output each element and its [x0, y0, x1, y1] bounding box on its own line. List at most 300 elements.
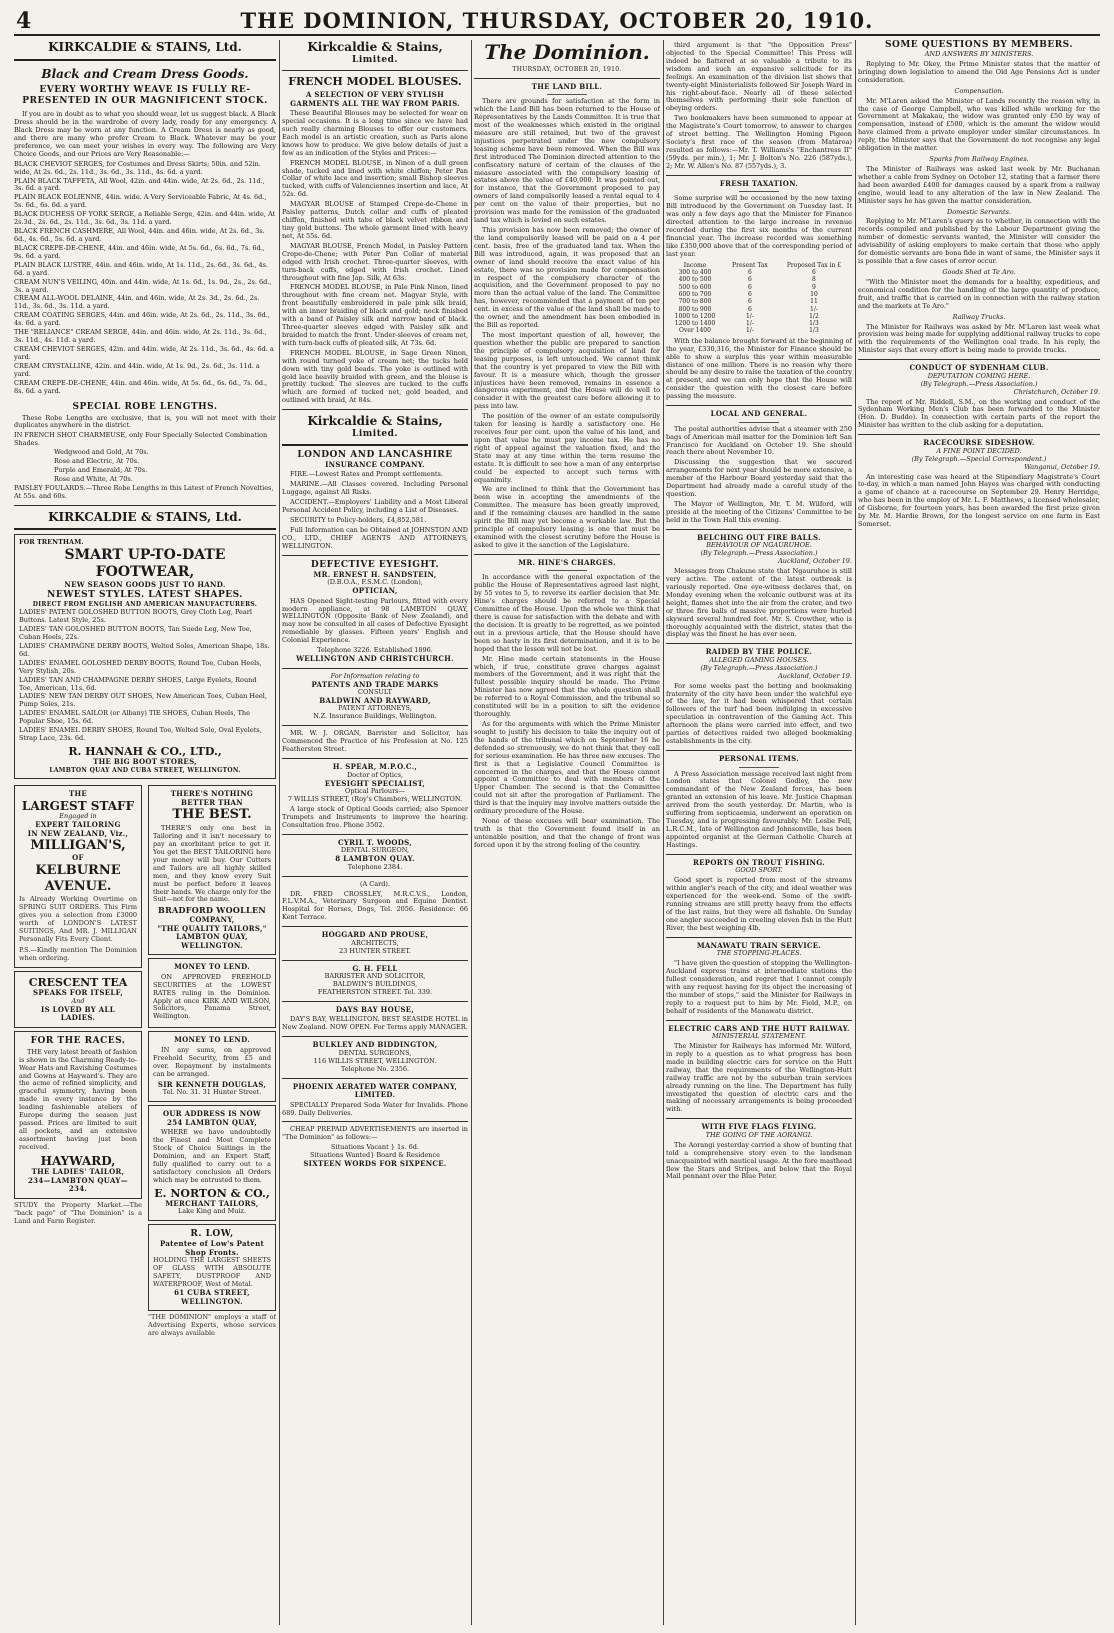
divider — [282, 758, 468, 759]
bulkley-tel: Telephone No. 2356. — [340, 1064, 410, 1073]
raided-heading: RAIDED BY THE POLICE. — [705, 647, 813, 657]
personal-paragraph: A Press Association message received last night from London states that Colonel Godley, the new commandant of the New Zealand forces, has been granted an extension of his leave. Mr. Justice Chapman arrived from the south yesterday. Dr. Martin, who is suffering from septicaemia, underwent an operation on Tuesday, and is progressing favourably. Mr. Leslie Fell, L.R.C.M., late of Wellington and Johnsonville, has been appointed organist at the German Catholic Church at Hastings. — [666, 769, 852, 849]
page-number: 4 — [16, 8, 32, 34]
table-cell: 1200 to 1400 — [674, 320, 716, 328]
table-row — [666, 291, 852, 298]
questions-paragraph: Replying to Mr. Okey, the Prime Minister states that the matter of bringing down legislation to amend the Old Age Pensions Act is under consideration. — [858, 59, 1100, 84]
table-cell: 6 — [748, 290, 752, 298]
milligan-expert: EXPERT TAILORING — [35, 820, 121, 830]
flags-paragraph: The Aorangi yesterday carried a show of bunting that told a comprehensive story even to the landsman unacquainted with nautical usage. At the fore masthead flew the Stars and Stripes, and below that the Royal Mail pennant over the Blue Peter. — [666, 1140, 852, 1181]
low-name: R. LOW, — [190, 1229, 234, 1240]
races-head: FOR THE RACES. — [30, 1035, 126, 1046]
low-address: 61 CUBA STREET, WELLINGTON. — [174, 1288, 250, 1306]
every-worthy-line: EVERY WORTHY WEAVE IS FULLY RE- — [39, 85, 251, 96]
flags-sub: THE GOING OF THE AORANGI. — [705, 1130, 813, 1139]
eyesight-body: HAS Opened Sight-testing Parlours, fitted with every modern appliance, at 98 LAMBTON QUAY, WELLINGTON (Opposite Bank of New Zealand), and may now be consulted in all cases of Defective Eyesight remediable by glasses. Fifteen years' English and Colonial Experience. — [282, 596, 468, 645]
fell-trade: BARRISTER AND SOLICITOR, — [324, 972, 426, 981]
column-rule — [279, 40, 280, 1625]
bulkley-addr: 116 WILLIS STREET, WELLINGTON. — [313, 1056, 437, 1065]
divider — [666, 750, 852, 751]
bradford-company2: COMPANY, — [189, 915, 235, 925]
fabric-item: PLAIN BLACK EOLIENNE, 44in. wide. A Very Serviceable Fabric, At 4s. 6d., 5s. 6d., 6s. 6d. a yard. — [14, 193, 267, 210]
divider — [474, 78, 660, 79]
hannah-item: LADIES' PATENT GOLOSHED BUTTON BOOTS, Grey Cloth Leg, Pearl Buttons. Latest Style, 25s. — [19, 608, 252, 625]
table-header: Income — [683, 261, 707, 269]
divider — [282, 1078, 468, 1079]
hine-heading: MR. HINE'S CHARGES. — [518, 557, 616, 567]
fell-name: G. H. FELL — [352, 963, 398, 973]
divider — [666, 405, 852, 406]
flags-heading: WITH FIVE FLAGS FLYING. — [701, 1122, 817, 1132]
cheap-head: CHEAP PREPAID ADVERTISEMENTS are inserted in "The Dominion" as follows:— — [282, 1125, 468, 1142]
divider — [666, 643, 852, 644]
dominion-footer-ad: "THE DOMINION" employs a staff of Advertising Experts, whose services are always available — [148, 1313, 276, 1337]
divider — [14, 59, 276, 61]
days-bay-body: DAY'S BAY, WELLINGTON. BEST SEASIDE HOTEL in New Zealand. NOW OPEN. For Terms apply MANAGER. — [282, 1015, 468, 1032]
col2-kirk: Kirkcaldie & Stains, — [307, 40, 443, 54]
divider — [282, 409, 468, 410]
spear-name: H. SPEAR, M.P.O.C., — [332, 762, 418, 772]
fresh-paragraph: With the balance brought forward at the beginning of the year, £330,316, the Minister for Finance should be able to show a surplus this year within measurable distance of one million. There is no reason why there should be any desire to raise the taxation of the country at present, and we can only hope that the House will consider the question with the closest care before passing the measure. — [666, 336, 852, 401]
norton-name: E. NORTON & CO., — [154, 1186, 270, 1200]
land-paragraph: This provision has now been removed; the owner of the land compulsorily leased will be paid on a 4 per cent. basis, free of the graduated land tax. When the Bill was introduced, again, it was proposed that an owner of land should receive the exact value of his estate, there was no provision made for compensation in respect of the compulsory character of the acquisition, and the Government proposed to pay no more than the actual value of the land. The Committee has, however, recommended that a payment of ten per cent. in excess of the value of the land shall be made to the owner, and the amendment has been embodied in the Bill as reported. — [474, 225, 660, 330]
races-address: 234—LAMBTON QUAY—234. — [28, 1175, 128, 1194]
column-5 — [858, 40, 1100, 1625]
table-cell: 1/- — [745, 320, 754, 328]
small-ads-left — [14, 782, 142, 1338]
fabric-item: BLACK CREPE-DE-CHENE, 44in. and 46in. wide, At 5s. 6d., 6s. 6d., 7s. 6d., 9s. 6d. a yard. — [14, 243, 265, 260]
races-ad — [14, 1031, 142, 1199]
divider — [739, 767, 779, 768]
races-body: THE very latest breath of fashion is shown in the Charming Ready-to-Wear Hats and Ravishing Costumes and Gowns at Hayward's. They are the acme of refined simplicity, and graceful symmetry, having been made in every instance by the leading fashionable ateliers of Europe during the season just passed. Prices are limited to suit all pockets, and an extensive assortment having just been received. — [19, 1047, 137, 1151]
low-patent: Patentee of Low's Patent Shop Fronts. — [159, 1239, 265, 1257]
woods-line: 8 LAMBTON QUAY. — [335, 854, 415, 864]
table-cell: 1/3 — [809, 320, 819, 328]
organ-ad: MR. W. J. ORGAN, Barrister and Solicitor, has Commenced the Practice of his Profession at No. 125 Featherston Street. — [282, 729, 468, 754]
divider — [666, 937, 852, 938]
table-cell: 500 to 600 — [678, 283, 712, 291]
milligan-ad — [14, 785, 142, 968]
hannah-item: LADIES' NEW TAN DERBY OUT SHOES, New American Toes, Cuban Heel, Pump Soles, 21s. — [19, 692, 267, 709]
patents-consult: CONSULT — [357, 688, 393, 697]
trout-heading: REPORTS ON TROUT FISHING. — [693, 857, 825, 867]
small-ads-right — [148, 782, 276, 1338]
compensation-paragraph: Mr. M'Laren asked the Minister of Lands recently the reason why, in the case of George Campbell, who was killed while working for the Government at Makakau, the widow was granted only £50 by way of compensation, instead of £500, which is the amount the widow would have claimed from a private employer under similar circumstances. In reply, the Minister says that the Government do not recognise any legal obligation in the matter. — [858, 96, 1100, 153]
bulkley-trade: DENTAL SURGEONS, — [338, 1048, 412, 1057]
table-row — [666, 276, 852, 283]
hutt-heading: ELECTRIC CARS AND THE HUTT RAILWAY. — [668, 1023, 850, 1033]
insurance-head: LONDON AND LANCASHIRE — [297, 449, 453, 460]
fabric-item: CREAM NUN'S VEILING, 40in. and 44in. wide, At 1s. 6d., 1s. 9d., 2s., 2s. 6d., 3s. a yard. — [14, 277, 272, 294]
money-ad-1 — [148, 958, 276, 1028]
low-body: HOLDING THE LARGEST SHEETS OF GLASS WITH ABSOLUTE SAFETY, DUSTPROOF AND WATERPROOF, West of Metal. — [153, 1256, 271, 1289]
patents-head: PATENTS AND TRADE MARKS — [311, 679, 439, 689]
bradford-theres: THERE'S NOTHING BETTER THAN — [170, 789, 254, 807]
bradford-the-best: THE BEST. — [172, 807, 252, 823]
bradford-company: BRADFORD WOOLLEN — [158, 905, 266, 916]
table-cell: 1/2 — [809, 312, 819, 320]
local-heading: LOCAL AND GENERAL. — [710, 409, 808, 419]
milligan-body: Is Already Working Overtime on SPRING SUIT ORDERS. This Firm gives you a selection from £3000 worth of LONDON'S LATEST SUITINGS, And MR. J. MILLIGAN Personally Fits Every Client. — [19, 895, 137, 944]
column-3 — [474, 40, 660, 1625]
divider — [666, 854, 852, 855]
land-bill-heading: THE LAND BILL. — [531, 81, 603, 91]
table-row — [666, 284, 852, 291]
fresh-heading: FRESH TAXATION. — [719, 178, 799, 188]
divider — [14, 505, 276, 506]
insurance-line: FIRE.—Lowest Rates and Prompt settlements. — [290, 470, 443, 479]
blouse-item: FRENCH MODEL BLOUSE, in Pale Pink Ninon, lined throughout with fine cream net. Magyar Style, with front beautifully embroidered in pale pink silk braid, with an inner braiding of black and gold; neck finished with a band of Paisley silk and narrow band of black. Three-quarter sleeves edged with Paisley silk and braided to match the front. Under-sleeves of cream net, with turn-back cuffs of pleated silk, At 73s. 6d. — [282, 283, 468, 347]
bradford-quality: "THE QUALITY TAILORS," — [157, 923, 267, 933]
divider — [666, 529, 852, 530]
manawatu-heading: MANAWATU TRAIN SERVICE. — [696, 940, 822, 950]
fabric-item: CREAM CHEVIOT SERGES, 42in. and 44in. wide, At 2s. 11d., 3s. 6d., 4s. 6d. a yard. — [14, 345, 274, 361]
table-cell: 6 — [748, 283, 752, 291]
fire-balls-place: Auckland, October 19. — [778, 557, 852, 566]
column-4 — [666, 40, 852, 1625]
crescent-ad — [14, 971, 142, 1028]
sydenham-place: Christchurch, October 19. — [1013, 387, 1100, 396]
divider — [282, 960, 468, 961]
table-header: Proposed Tax in £ — [786, 261, 842, 269]
hannah-item: LADIES' TAN AND CHAMPAGNE DERBY SHOES, Large Eyelets, Round Toe, American, 11s. 6d. — [19, 675, 257, 692]
fabric-list — [14, 161, 276, 396]
land-paragraph: The most important question of all, however, the question whether the public are prepared to sanction the principle of compulsory acquisition of land for leasing purposes, is left untouched. We cannot think that the country is yet prepared to view the Bill with favour. It is a measure which, though the grosser injustices have been removed, remains in essence a dangerous experiment, and the House will do well to consider it with the greatest care before allowing it to pass into law. — [474, 330, 660, 411]
table-row — [666, 306, 852, 313]
racecourse-place: Wanganui, October 19. — [1024, 462, 1100, 471]
eyesight-head: DEFECTIVE EYESIGHT. — [310, 559, 440, 570]
robe-heading: SPECIAL ROBE LENGTHS. — [72, 401, 218, 412]
table-cell: 1/- — [745, 312, 754, 320]
divider — [474, 554, 660, 555]
crossley-card: (A Card). — [359, 879, 390, 888]
trout-sub: GOOD SPORT. — [735, 866, 783, 875]
hoggard-name: HOGGARD AND PROUSE, — [321, 930, 429, 940]
hine-continued: third argument is that "the Opposition Press" objected to the Special Committee! This Press will indeed be flattered at so valuable a tribute to its wisdom and such an expansive solicitude for its feelings. An examination of the division list shows that twenty-eight Ministerialists followed Sir Joseph Ward in his right-about-face. Nearly all of these selected themselves with performing their sole function of obeying orders. — [666, 41, 852, 113]
hannah-item: LADIES' ENAMEL DERBY SHOES, Round Toe, Welted Sole, Oval Eyelets, Strap Lace, 23s. 6d. — [19, 726, 262, 743]
col2-limited-2: Limited. — [352, 428, 398, 439]
local-paragraph: The postal authorities advise that a steamer with 250 bags of American mail matter for the Dominion left San Francisco for Auckland on October 19. She should reach there about November 10. — [666, 424, 852, 457]
divider — [282, 1001, 468, 1002]
col2-limited: Limited. — [352, 54, 398, 65]
money1-head: MONEY TO LEND. — [174, 962, 250, 972]
trout-paragraph: Good sport is reported from most of the streams within angler's reach of the city, and ideal weather was experienced for the week-end. Some of the swift-running streams are still pretty heavy from the effects of the last rains, but they were all fishable. On Sunday one angler succeeded in creeling eleven fish in the Hutt River, the best weighing 4lb. — [666, 876, 852, 932]
spear-line: Optical Parlours— — [344, 787, 406, 796]
milligan-of: OF — [72, 853, 84, 863]
table-cell: 400 to 500 — [678, 276, 712, 284]
robe-item: Wedgwood and Gold, At 70s. — [54, 448, 149, 457]
fell-line: BALDWIN'S BUILDINGS, — [332, 980, 418, 989]
fabric-item: BLACK CHEVIOT SERGES, for Costumes and Dress Skirts; 50in. and 52in. wide, At 2s. 6d., 2s. 11d., 3s. 6d., 3s. 11d., 4s. 6d. a yard. — [14, 159, 261, 176]
robe-item: PAISLEY FOULARDS.—Three Robe Lengths in this Latest of French Novelties, At 55s. and 60s. — [14, 483, 274, 500]
eyesight-city: WELLINGTON AND CHRISTCHURCH. — [296, 654, 454, 664]
hoggard-addr: 23 HUNTER STREET. — [339, 946, 411, 955]
table-cell: 800 to 900 — [678, 305, 712, 313]
table-cell: 11 — [810, 298, 818, 306]
hannah-newest: NEWEST STYLES. LATEST SHAPES. — [47, 589, 243, 600]
robe-item: Purple and Emerald, At 70s. — [54, 466, 148, 475]
money-ad-2 — [148, 1031, 276, 1102]
hannah-item: LADIES' ENAMEL GOLOSHED DERBY BOOTS, Round Toe, Cuban Heels, Very Stylish, 20s. — [19, 658, 262, 675]
editorial-date: THURSDAY, OCTOBER 20, 1910. — [512, 66, 622, 74]
divider — [14, 528, 276, 530]
table-row — [666, 269, 852, 276]
eyesight-name: MR. ERNEST H. SANDSTEIN, — [313, 569, 437, 579]
trucks-heading: Railway Trucks. — [952, 312, 1006, 321]
phoenix-head: PHOENIX AERATED WATER COMPANY, LIMITED. — [292, 1081, 458, 1100]
intro-text: If you are in doubt as to what you should wear, let us suggest black. A Black Dress should be in the wardrobe of every lady, ready for any emergency. A Black Dress may be worn at any function. A Cream Dress is nearly as good, and there are many who prefer Cream to Black. Whatever may be your preference, we can meet your wishes in every way. The following are Very Choice Goods, and our Prices are Very Reasonable:— — [14, 110, 276, 158]
table-cell: 6 — [748, 276, 752, 284]
fresh-paragraph: Some surprise will be occasioned by the new taxing Bill introduced by the Government on Tuesday last. It was only a few days ago that the Minister for Finance directed attention to the large increase in revenue recorded during the first six months of the current financial year. The increase recorded was something like £350,000 above that of the corresponding period of last year. — [666, 194, 852, 258]
patents-addr: N.Z. Insurance Buildings, Wellington. — [313, 712, 437, 721]
divider — [282, 1121, 468, 1122]
divider — [666, 1020, 852, 1021]
money2-body: IN any sums, on approved Freehold Security, from £5 and over. Repayment by instalments can be arranged. — [153, 1045, 271, 1078]
table-row — [666, 298, 852, 305]
fabric-item: BLACK FRENCH CASHMERE, All Wool, 44in. and 46in. wide, At 2s. 6d., 3s. 6d., 4s. 6d., 5s. 6d. a yard. — [14, 227, 265, 244]
fabric-item: CREAM CRYSTALLINE, 42in. and 44in. wide, At 1s. 9d., 2s. 6d., 3s. 11d. a yard. — [14, 361, 260, 378]
crescent-line: SPEAKS FOR ITSELF, — [33, 988, 123, 998]
table-cell: 300 to 400 — [678, 268, 712, 276]
newspaper-title: THE DOMINION, THURSDAY, OCTOBER 20, 1910. — [240, 8, 874, 33]
hannah-item: LADIES' CHAMPAGNE DERBY BOOTS, Welted Soles, American Shape, 18s. 6d. — [19, 641, 270, 658]
milligan-kelburne: KELBURNE — [35, 862, 121, 878]
fabric-item: CREAM ALL-WOOL DELAINE, 44in. and 46in. wide, At 2s. 3d., 2s. 6d., 2s. 11d., 3s. 6d., 3s. 11d. a yard. — [14, 294, 260, 311]
robe-item: IN FRENCH SHOT CHARMEUSE, only Four Specially Selected Combination Shades. — [14, 431, 268, 448]
fabric-item: CREAM CREPE-DE-CHENE, 44in. and 46in. wide, At 5s. 6d., 6s. 6d., 7s. 6d., 8s. 6d. a yard. — [14, 378, 268, 395]
hannah-new-season: NEW SEASON GOODS JUST TO HAND. — [64, 580, 226, 590]
divider — [739, 422, 779, 423]
races-name: HAYWARD, — [40, 1153, 116, 1168]
money2-tel: Tel. No. 31. 31 Hunter Street. — [162, 1088, 262, 1097]
goods-paragraph: "With the Minister meet the demands for a healthy, expeditious, and economical condition for the handling of the large quantity of produce, fruit, and traffic that is carried on in connection with the railway station and the markets at Te Aro." — [858, 277, 1100, 310]
table-row — [666, 320, 852, 327]
robe-item: Rose and Electric, At 70s. — [54, 457, 140, 466]
questions-sub: AND ANSWERS BY MINISTERS. — [924, 49, 1034, 58]
hine-paragraph: In accordance with the general expectation of the public the House of Representatives agreed last night, by 55 votes to 5, to reverse its earlier decision that Mr. Hine's charges should be referred to a Special Committee of the House. Upon the whole we think that there is cause for satisfaction with the debate and with the decision. It is greatly to be regretted, as we pointed out in a previous article, that the House should have been so hasty in its first determination, and it is to be hoped that the lesson will not be lost. — [474, 573, 660, 653]
column-2 — [282, 40, 468, 1625]
table-cell: 6 — [748, 305, 752, 313]
fabric-item: CREAM COATING SERGES, 44in. and 46in. wide, At 2s. 6d., 2s. 11d., 3s. 6d., 4s. 6d. a yard. — [14, 311, 270, 328]
hannah-footwear: FOOTWEAR, — [95, 564, 195, 581]
table-row — [666, 262, 852, 269]
divider — [282, 926, 468, 927]
column-rule — [855, 40, 856, 1625]
raided-paragraph: For some weeks past the betting and bookmaking fraternity of the city have been under the watchful eye of the law, for it had been whispered that certain followers of the turf had been indulging in excessive speculation in contravention of the Gaming Act. This afternoon the plans were carried into effect, and two parties of detectives raided two alleged bookmaking establishments in the city. — [666, 681, 852, 746]
norton-street: Lake King and Muiz. — [177, 1207, 247, 1216]
cheap-line: Situations Wanted} Board & Residence — [310, 1151, 440, 1160]
sydenham-heading: CONDUCT OF SYDENHAM CLUB. — [909, 363, 1049, 373]
cheap-line: SIXTEEN WORDS FOR SIXPENCE. — [303, 1159, 447, 1169]
spear-line: 7 WILLIS STREET, (Roy's Chambers, WELLINGTON. — [287, 795, 463, 803]
norton-ad — [148, 1105, 276, 1221]
divider — [858, 359, 1100, 360]
divider — [282, 1036, 468, 1037]
table-cell: 700 to 800 — [678, 298, 712, 306]
table-cell: Over 1400 — [679, 327, 711, 335]
phoenix-body: SPECIALLY Prepared Soda Water for Invalids. Phone 689. Daily Deliveries. — [282, 1100, 468, 1117]
questions-heading: SOME QUESTIONS BY MEMBERS. — [885, 40, 1073, 50]
sydenham-sub: DEPUTATION COMING HERE. — [927, 371, 1031, 380]
table-cell: 1/- — [745, 327, 754, 335]
eyesight-quals: (D.B.O.A., F.S.M.C. (London), — [327, 578, 423, 587]
study-ad: STUDY the Property Market.—The "back page" of "The Dominion" is a Land and Farm Register. — [14, 1200, 142, 1225]
insurance-line: SECURITY to Policy-holders, £4,852,581. — [290, 515, 427, 524]
fabric-item: THE "RELIANCE" CREAM SERGE, 44in. and 46in. wide, At 2s. 11d., 3s. 6d., 3s. 11d., 4s. 11d. a yard. — [14, 328, 267, 345]
milligan-ps: P.S.—Kindly mention The Dominion when ordering. — [19, 946, 137, 962]
sydenham-tag: (By Telegraph.—Press Association.) — [920, 379, 1038, 388]
cheap-line: Situations Vacant } 1s. 6d. — [331, 1143, 419, 1152]
table-cell: 1/3 — [809, 327, 819, 335]
table-header: Present Tax — [732, 261, 768, 269]
milligan-in-nz: IN NEW ZEALAND, Viz., — [27, 828, 129, 838]
bulkley-name: BULKLEY AND BIDDINGTON, — [312, 1040, 438, 1050]
blouse-item: MAGYAR BLOUSE, French Model, in Paisley Pattern Crepe-de-Chene; with Peter Pan Collar of material edged with Irish crochet. Three-quarter sleeves, with turn-back cuffs, edged with Irish crochet. Lined throughout with fine Jap. Silk, At 63s. — [282, 241, 468, 282]
divider — [739, 191, 779, 192]
spear-line: Doctor of Optics, — [346, 770, 404, 779]
norton-address-head: OUR ADDRESS IS NOW — [162, 1108, 262, 1118]
domestic-paragraph: Replying to Mr. M'Laren's query as to whether, in connection with the records compiled and published by the Labour Department giving the number of domestic servants wanted, the Minister will consider the advisability of asking employers to make certain that those who apply for domestic servants are bona fide in want of same, the Minister says it is possible that a few cases of error occur. — [858, 217, 1100, 266]
raided-place: Auckland, October 19. — [778, 671, 852, 680]
robe-intro: These Robe Lengths are exclusive, that is, you will not meet with their duplicates anywhere in the district. — [14, 413, 276, 430]
norton-body: WHERE we have undoubtedly the Finest and Most Complete Stock of Choice Suitings in the Dominion, and an Expert Staff, fully qualified to carry out to a satisfactory conclusion all Orders which may be entrusted to them. — [153, 1128, 271, 1184]
land-paragraph: The position of the owner of an estate compulsorily taken for leasing is hardly a satisfactory one. He receives four per cent. upon the value of his land, and upon that value he must pay income tax. He has no right of appeal against the valuation fixed, and the State may at any time within the term resume the estate. It is difficult to see how a man of any enterprise could be expected to accept such terms with equanimity. — [474, 412, 660, 484]
insurance-line: MARINE.—All Classes covered. Including Personal Luggage, against All Risks. — [282, 480, 468, 497]
insurance-line: ACCIDENT.—Employers' Liability and a Most Liberal Personal Accident Policy, including a List of Diseases. — [282, 498, 468, 515]
manawatu-sub: THE STOPPING-PLACES. — [716, 949, 802, 958]
hannah-direct: DIRECT FROM ENGLISH AND AMERICAN MANUFACTURERS. — [32, 600, 258, 608]
table-cell: 1000 to 1200 — [674, 312, 716, 320]
milligan-name: MILLIGAN'S, — [30, 838, 126, 854]
hannah-company: R. HANNAH & CO., LTD., — [68, 744, 222, 758]
hannah-item: LADIES' ENAMEL SAILOR (or Albany) TIE SHOES, Cuban Heels, The Popular Shoe, 15s. 6d. — [19, 709, 250, 726]
crescent-line: And — [71, 996, 85, 1005]
divider — [547, 570, 587, 571]
table-cell: 8 — [812, 276, 816, 284]
blouses-intro: These Beautiful Blouses may be selected for wear on special occasions. It is a long time since we have had such really charming Blouses to offer our customers. Each model is an artistic creation, such as Paris alone knows how to produce. We give below details of just a few as an indication of the Styles and Prices:— — [282, 109, 468, 157]
small-ads-row — [14, 782, 276, 1338]
trucks-paragraph: The Minister for Railways was asked by Mr. M'Laren last week what provision was being made for supplying additional railway trucks to cope with the requirements of the Wellington coal trade. In his reply, the Minister says that every effort is being made to provide trucks. — [858, 322, 1100, 355]
hoggard-trade: ARCHITECTS, — [351, 938, 399, 947]
represented-line: PRESENTED IN OUR MAGNIFICENT STOCK. — [22, 96, 268, 107]
patents-sub: PATENT ATTORNEYS, — [338, 704, 412, 713]
patents-firm: BALDWIN AND RAYWARD, — [319, 695, 431, 705]
domestic-heading: Domestic Servants. — [946, 207, 1012, 216]
crossley-body: DR. FRED CROSSLEY, M.R.C.V.S., London, F.L.V.M.A., Veterinary Surgeon and Equine Dentist. Hospital for Horses, Dogs, Tel. 2056. Residence: 66 Kent Terrace. — [282, 889, 468, 922]
bradford-body: THERE'S only one best in Tailoring and it isn't necessary to pay an exorbitant price to get it. You get the BEST TAILORING here your money will buy. Our Cutters and Tailors are all highly skilled men, and they know every Suit must be perfect before it leaves their hands. We charge only for the Suit—not for the name. — [153, 824, 271, 904]
divider — [666, 175, 852, 176]
racecourse-heading: RACECOURSE SIDESHOW. — [923, 438, 1035, 448]
spear-line: A large stock of Optical Goods carried; also Spencer Trumpets and Instruments to improve the hearing. Consultation free. Phone 3502. — [282, 804, 468, 829]
table-cell: 1/- — [810, 305, 818, 313]
woods-line: DENTAL SURGEON, — [340, 846, 410, 855]
eyesight-tel: Telephone 3226. Established 1896. — [317, 646, 433, 655]
insurance-sub: INSURANCE COMPANY. — [325, 459, 425, 469]
fabric-item: PLAIN BLACK TAFFETA, All Wool, 42in. and 44in. wide, At 2s. 6d., 2s. 11d., 3s. 6d. a yard. — [14, 176, 265, 193]
money2-name: SIR KENNETH DOUGLAS, — [157, 1079, 267, 1089]
hannah-smart: SMART UP-TO-DATE — [64, 547, 226, 564]
divider — [282, 444, 468, 446]
blouse-item: FRENCH MODEL BLOUSE, in Sage Green Ninon, with round turned yoke of cream net; the tucks held down with tiny gold beads. The yoke is outlined with gold lace heavily braided with green, and the blouse is prettily tucked. The sleeves are tucked to the cuffs which are formed of tucked net, gold beaded, and outlined with braid, At 84s. — [282, 348, 468, 405]
sparks-heading: Sparks from Railway Engines. — [929, 155, 1029, 164]
land-paragraph: We are inclined to think that the Government has been wise in accepting the amendments of the Committee. The measure has been greatly improved, and if the remaining clauses are handled in the same spirit the Bill may yet become a workable law. But the principle of compulsory leasing is one that must be examined with the closest scrutiny before the House is asked to give it the sanction of the Legislature. — [474, 485, 660, 549]
table-cell: 6 — [812, 268, 816, 276]
pigeon-item: Two bookmakers have been summoned to appear at the Magistrate's Court tomorrow, to answer to charges of street betting. The Wellington Homing Pigeon Society's first race of the season (from Mataroa) resulted as follows:—Mr. T. Williams's "Enchantress II" (59yds. per min.), 1; Mr. J. Bolton's No. 226 (587yds.), 2; Mr. W. Allen's No. 87 (557yds.), 3. — [666, 114, 852, 170]
milligan-engaged: Engaged in — [59, 812, 97, 821]
milligan-the: THE — [68, 789, 88, 799]
divider — [282, 555, 468, 556]
divider — [282, 725, 468, 726]
black-cream-heading: Black and Cream Dress Goods. — [41, 66, 249, 81]
crescent-line: LADIES. — [60, 1013, 96, 1023]
hannah-ad — [14, 534, 276, 779]
column-rule — [663, 40, 664, 1625]
table-cell: 10 — [810, 290, 818, 298]
table-cell: 600 to 700 — [678, 290, 712, 298]
norton-address: 254 LAMBTON QUAY, — [167, 1117, 257, 1127]
fire-balls-tag: (By Telegraph.—Press Association.) — [700, 549, 818, 558]
milligan-avenue: AVENUE. — [44, 878, 112, 894]
days-bay-name: DAYS BAY HOUSE, — [335, 1004, 415, 1014]
table-row — [666, 313, 852, 320]
column-rule — [471, 40, 472, 1625]
fell-line: FEATHERSTON STREET. Tel. 339. — [317, 987, 433, 996]
crescent-head: CRESCENT TEA — [28, 975, 128, 989]
hine-paragraph: None of these excuses will bear examination. The truth is that the Government found itself in an untenable position, and that the change of front was forced upon it by the strong feeling of the country. — [474, 817, 660, 849]
table-cell: 9 — [812, 283, 816, 291]
personal-heading: PERSONAL ITEMS. — [718, 754, 800, 764]
sparks-paragraph: The Minister of Railways was asked last week by Mr. Buchanan whether a cable from Sydney on October 12, stating that a farmer there had been awarded £400 for damages caused by a spark from a railway engine, would lead to any alteration of the law in New Zealand. The Minister says he has given the matter consideration. — [858, 164, 1100, 205]
blouses-selection: A SELECTION OF VERY STYLISH GARMENTS ALL THE WAY FROM PARIS. — [290, 90, 460, 108]
table-cell: 6 — [748, 298, 752, 306]
divider — [858, 434, 1100, 435]
fire-balls-heading: BELCHING OUT FIRE BALLS. — [697, 532, 821, 542]
hannah-item: LADIES' TAN GOLOSHED BUTTON BOOTS, Tan Suede Leg, New Toe, Cuban Heels, 22s. — [19, 625, 252, 641]
raided-tag: (By Telegraph.—Press Association.) — [700, 663, 818, 672]
sydenham-paragraph: The report of Mr. Riddell, S.M., on the working and conduct of the Sydenham Working Men's Club has been forwarded to the Minister (Hon. D. Buddo). In connection with certain parts of the report the Minister has written to the club asking for a deputation. — [858, 397, 1100, 430]
hannah-for-line: FOR TRENTHAM. — [19, 538, 84, 547]
hine-paragraph: As for the arguments with which the Prime Minister sought to justify his decision to take the inquiry out of the hands of the tribunal which on September 16 he defended so strenuously, we do not think that they call for serious examination. He has three new excuses. The first is that a Legislative Council Committee is concerned in the charges, and that the House cannot appoint a Committee to deal with members of the Upper Chamber. The second is that the Committee could not sit after the prorogation of Parliament. The third is that the inquiry may involve matters outside the ordinary procedure of the House. — [474, 719, 660, 816]
robe-item: Rose and White, At 70s. — [54, 474, 133, 483]
milligan-largest: LARGEST STAFF — [21, 798, 135, 813]
column-1 — [14, 40, 276, 1625]
raided-sub: ALLEGED GAMING HOUSES. — [709, 655, 809, 664]
insurance-line: Full Information can be Obtained at JOHNSTON AND CO., LTD., CHIEF AGENTS AND ATTORNEYS, WELLINGTON. — [282, 525, 468, 550]
local-paragraph: Discussing the suggestion that we secured arrangements for next year should be more extensive, a member of the Harbour Board yesterday said that the Department had already made a careful study of the question. — [666, 458, 852, 499]
blouses-heading: FRENCH MODEL BLOUSES. — [288, 74, 462, 88]
divider — [282, 668, 468, 669]
masthead — [14, 6, 1100, 36]
money2-head: MONEY TO LEND. — [174, 1035, 250, 1045]
compensation-heading: Compensation. — [954, 86, 1004, 95]
table-cell: 6 — [748, 268, 752, 276]
patents-intro: For Information relating to — [330, 671, 420, 680]
hine-paragraph: Mr. Hine made certain statements in the House which, if true, constitute grave charges against members of the Government, and it was right that the fullest possible inquiry should be made. The Prime Minister has now agreed that the whole question shall be referred to a Royal Commission, and the tribunal so constituted will be in a position to sift the evidence thoroughly. — [474, 654, 660, 719]
hutt-paragraph: The Minister for Railways has informed Mr. Wilford, in reply to a question as to what progress has been made in building electric cars for service on the Hutt railway, that the requirements of the Wellington-Hutt railway traffic are not by the suburban train services already running on the line. The Department has fully investigated the question of electric cars and the making of necessary arrangements is being proceeded with. — [666, 1042, 852, 1114]
blouse-item: FRENCH MODEL BLOUSE, in Ninon of a dull green shade, tucked and lined with white chiffon; Peter Pan Collar of white lace and insertion; small Bishop sleeves tucked, with cuffs of Valenciennes insertion and lace, At 52s. 6d. — [282, 158, 468, 199]
editorial-title: The Dominion. — [484, 40, 650, 64]
racecourse-sub: A FINE POINT DECIDED. — [936, 446, 1022, 455]
hannah-address: LAMBTON QUAY AND CUBA STREET, WELLINGTON. — [49, 766, 241, 774]
fabric-item: BLACK DUCHESS OF YORK SERGE, a Reliable Serge, 42in. and 44in. wide, At 2s.3d., 2s. 6d., 2s. 11d., 3s. 6d., 3s. 11d. a yard. — [14, 210, 276, 227]
local-paragraph: The Mayor of Wellington, Mr. T. M. Wilford, will preside at the meeting of the Citizens' Committee to be held in the Town Hall this evening. — [666, 499, 852, 524]
bradford-ad — [148, 785, 276, 955]
money1-body: ON APPROVED FREEHOLD SECURITIES at the LOWEST RATES ruling in the Dominion. Apply at once KIRK AND WILSON, Solicitors, Panama Street, Wellington. — [153, 972, 271, 1021]
races-trade: THE LADIES' TAILOR, — [31, 1167, 125, 1177]
kirkcaldie-title-2: KIRKCALDIE & STAINS, Ltd. — [48, 509, 242, 524]
goods-heading: Goods Shed at Te Aro. — [942, 268, 1016, 277]
low-ad — [148, 1224, 276, 1311]
